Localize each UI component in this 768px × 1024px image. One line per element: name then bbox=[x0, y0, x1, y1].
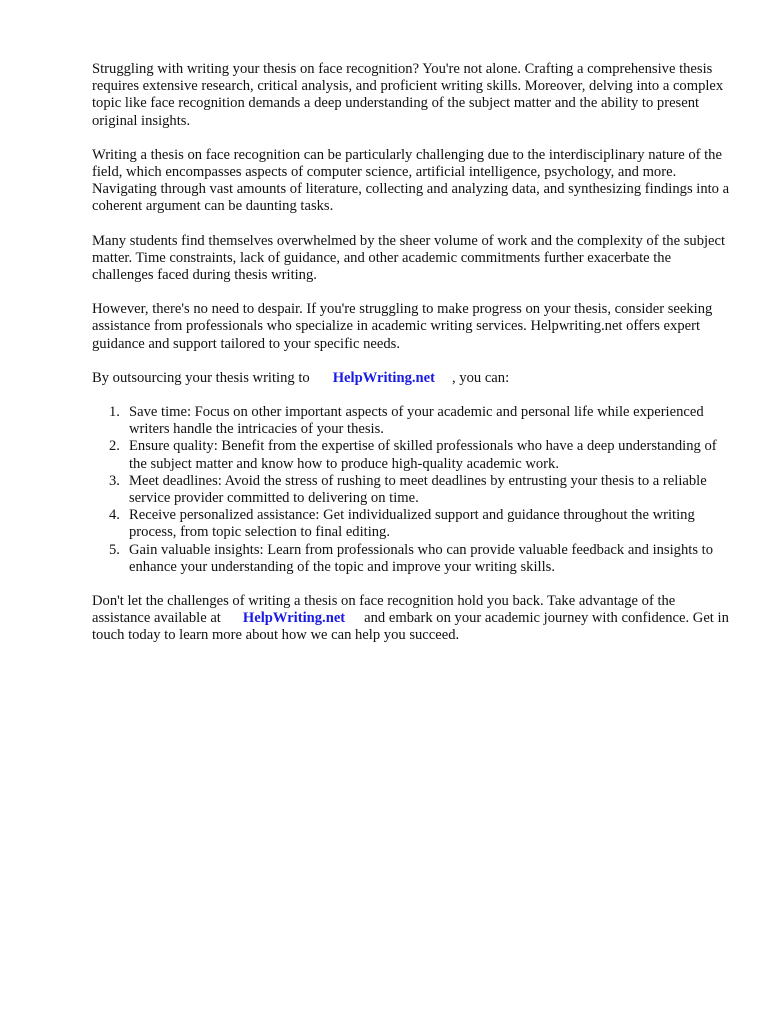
closing-text-before: Don't let the challenges of writing a thesis on face recognition hold you back. Take advantage of the assistance available at bbox=[92, 593, 676, 627]
list-item-number: 1. bbox=[109, 404, 120, 421]
list-item-number: 4. bbox=[109, 507, 120, 524]
closing-text-after: and embark on your academic journey with confidence. Get in touch today to learn more about how we can help you succeed. bbox=[92, 610, 729, 644]
list-item-text: Meet deadlines: Avoid the stress of rushing to meet deadlines by entrusting your thesis to a reliable service provider committed to delivering on time. bbox=[129, 472, 707, 507]
benefits-list bbox=[92, 404, 732, 576]
paragraph-closing bbox=[92, 593, 732, 645]
list-item bbox=[109, 404, 732, 438]
list-item-text: Save time: Focus on other important aspects of your academic and personal life while experienced writers handle the intricacies of your thesis. bbox=[129, 404, 704, 438]
list-item-number: 3. bbox=[109, 472, 120, 489]
paragraph-outsourcing bbox=[92, 370, 732, 387]
list-item-number: 2. bbox=[109, 438, 120, 455]
list-item bbox=[109, 507, 732, 541]
list-item bbox=[109, 438, 732, 472]
list-item-text: Ensure quality: Benefit from the expertise of skilled professionals who have a deep understanding of the subject matter and know how to produce high-quality academic work. bbox=[129, 438, 717, 472]
helpwriting-link-closing[interactable]: HelpWriting.net bbox=[242, 610, 346, 627]
list-item-number: 5. bbox=[109, 541, 120, 558]
list-item-text: Gain valuable insights: Learn from professionals who can provide valuable feedback and insights to enhance your understanding of the topic and improve your writing skills. bbox=[129, 541, 713, 575]
list-item bbox=[109, 472, 732, 507]
list-item-text: Receive personalized assistance: Get individualized support and guidance throughout the writing process, from topic selection to final editing. bbox=[129, 507, 695, 541]
helpwriting-link[interactable]: HelpWriting.net bbox=[332, 369, 435, 386]
paragraph-assistance: However, there's no need to despair. If you're struggling to make progress on your thesis, consider seeking assistance from professionals who specialize in academic writing services. Helpwriting.net offers expert guidance and support tailored to your specific needs. bbox=[92, 301, 713, 352]
outsourcing-text-after: , you can: bbox=[451, 369, 510, 386]
paragraph-intro: Struggling with writing your thesis on face recognition? You're not alone. Crafting a comprehensive thesis requires extensive research, critical analysis, and proficient writing skills. Moreover, delving into a complex topic like face recognition demands a deep understanding of the subject matter and the ability to present original insights. bbox=[92, 61, 724, 129]
list-item bbox=[109, 541, 732, 576]
paragraph-overwhelmed: Many students find themselves overwhelmed by the sheer volume of work and the complexity of the subject matter. Time constraints, lack of guidance, and other academic commitments further exacerbate the challenges faced during thesis writing. bbox=[92, 232, 726, 284]
paragraph-challenges: Writing a thesis on face recognition can be particularly challenging due to the interdisciplinary nature of the field, which encompasses aspects of computer science, artificial intelligence, psychology, and more. Navigating through vast amounts of literature, collecting and analyzing data, and synthesizing findings into a coherent argument can be daunting tasks. bbox=[92, 146, 730, 215]
outsourcing-text-before: By outsourcing your thesis writing to bbox=[92, 369, 310, 386]
document-body bbox=[92, 61, 732, 662]
